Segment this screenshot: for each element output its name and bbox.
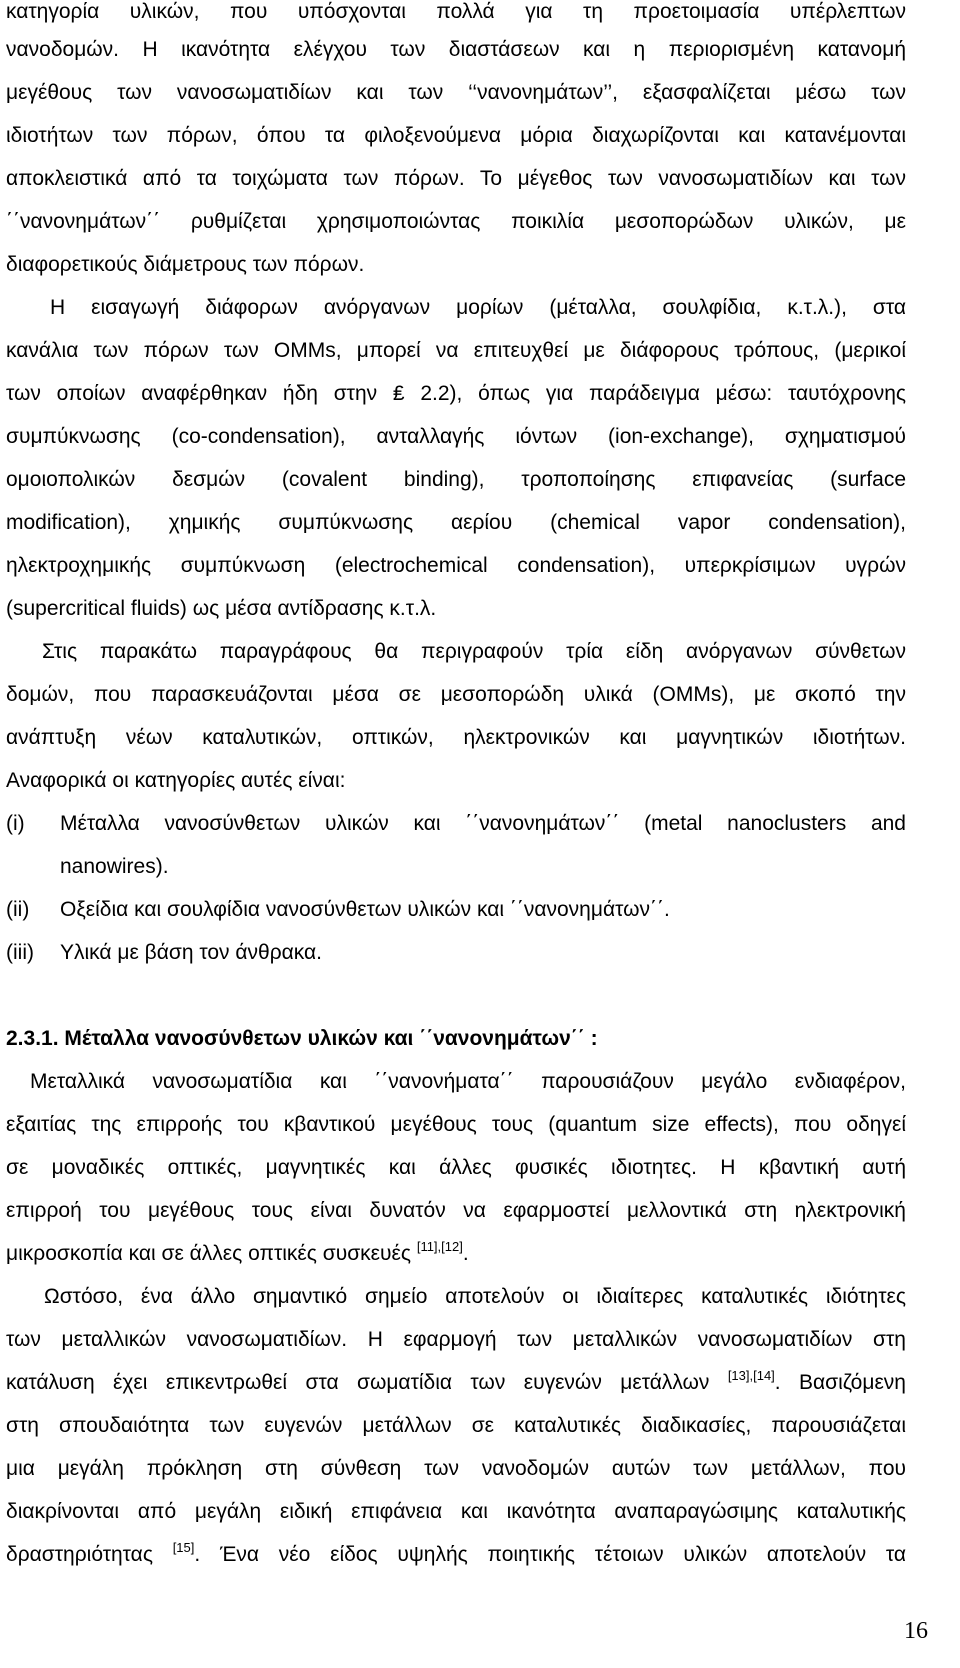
text-line: των οποίων αναφέρθηκαν ήδη στην ₤ 2.2), όπως για παράδειγμα μέσω: ταυτόχρονης [6,382,906,405]
list-item-text: nanowires). [60,855,169,878]
line-text: μικροσκοπία και σε άλλες οπτικές συσκευές [6,1242,417,1265]
citation-reference: [11],[12] [416,1239,463,1254]
text-line: ιδιοτήτων των πόρων, όπου τα φιλοξενούμενα μόρια διαχωρίζονται και κατανέμονται [6,124,906,147]
citation-reference: [15] [172,1540,195,1555]
text-line: Αναφορικά οι κατηγορίες αυτές είναι: [6,769,346,792]
text-line [6,1540,906,1567]
text-line: διακρίνονται από μεγάλη ειδική επιφάνεια και ικανότητα αναπαραγώσιμης καταλυτικής [6,1500,906,1523]
section-heading: 2.3.1. Μέταλλα νανοσύνθετων υλικών και ΄΄νανονημάτων΄΄ : [6,1027,598,1050]
citation-reference: [13],[14] [727,1368,775,1383]
text-line: ομοιοπολικών δεσμών (covalent binding), τροποποίησης επιφανείας (surface [6,468,906,491]
text-line: των μεταλλικών νανοσωματιδίων. Η εφαρμογή των μεταλλικών νανοσωματιδίων στη [6,1328,906,1351]
text-line: Μεταλλικά νανοσωματίδια και ΄΄νανονήματα΄΄ παρουσιάζουν μεγάλο ενδιαφέρον, [30,1070,906,1093]
text-line: στη σπουδαιότητα των ευγενών μετάλλων σε καταλυτικές διαδικασίες, παρουσιάζεται [6,1414,906,1437]
line-end: . Βασιζόμενη [774,1371,906,1394]
text-line: modification), χημικής συμπύκνωσης αερίου (chemical vapor condensation), [6,511,906,534]
list-item-text: Οξείδια και σουλφίδια νανοσύνθετων υλικών και ΄΄νανονημάτων΄΄. [60,898,670,921]
text-line: σε μοναδικές οπτικές, μαγνητικές και άλλες φυσικές ιδιοτητες. Η κβαντική αυτή [6,1156,906,1179]
text-line: δομών, που παρασκευάζονται μέσα σε μεσοπορώδη υλικά (OMMs), με σκοπό την [6,683,906,706]
list-item-text: Μέταλλα νανοσύνθετων υλικών και ΄΄νανονημάτων΄΄ (metal nanoclusters and [60,812,906,835]
text-line: εξαιτίας της επιρροής του κβαντικού μεγέθους τους (quantum size effects), που οδηγεί [6,1113,906,1136]
text-line: Στις παρακάτω παραγράφους θα περιγραφούν τρία είδη ανόργανων σύνθετων [42,640,906,663]
text-line: κανάλια των πόρων των OMMs, μπορεί να επιτευχθεί με διάφορους τρόπους, (μερικοί [6,339,906,362]
text-line: ΄΄νανονημάτων΄΄ ρυθμίζεται χρησιμοποιώντας ποικιλία μεσοπορώδων υλικών, με [6,210,906,233]
line-end: . [462,1242,469,1265]
text-line [6,1368,906,1395]
text-line: μεγέθους των νανοσωματιδίων και των ‘‘νανονημάτων’’, εξασφαλίζεται μέσω των [6,81,906,104]
text-line: (supercritical fluids) ως μέσα αντίδρασης κ.τ.λ. [6,597,437,620]
page-number: 16 [904,1618,928,1644]
text-line: συμπύκνωσης (co-condensation), ανταλλαγής ιόντων (ion-exchange), σχηματισμού [6,425,906,448]
text-line: ανάπτυξη νέων καταλυτικών, οπτικών, ηλεκτρονικών και μαγνητικών ιδιοτήτων. [6,726,906,749]
line-end: . Ένα νέο είδος υψηλής ποιητικής τέτοιων υλικών αποτελούν τα [194,1543,906,1566]
text-line: Ωστόσο, ένα άλλο σημαντικό σημείο αποτελούν οι ιδιαίτερες καταλυτικές ιδιότητες [44,1285,906,1308]
text-line: διαφορετικούς διάμετρους των πόρων. [6,253,365,276]
text-line: επιρροή του μεγέθους τους είναι δυνατόν να εφαρμοστεί μελλοντικά στη ηλεκτρονική [6,1199,906,1222]
text-line: Η εισαγωγή διάφορων ανόργανων μορίων (μέταλλα, σουλφίδια, κ.τ.λ.), στα [50,296,906,319]
list-item-text: Υλικά με βάση τον άνθρακα. [60,941,323,964]
list-item-number: (iii) [6,941,34,964]
list-item-number: (i) [6,812,25,835]
text-line: μια μεγάλη πρόκληση στη σύνθεση των νανοδομών αυτών των μετάλλων, που [6,1457,906,1480]
line-text: κατάλυση έχει επικεντρωθεί στα σωματίδια των ευγενών μετάλλων [6,1371,728,1394]
text-line: αποκλειστικά από τα τοιχώματα των πόρων. Το μέγεθος των νανοσωματιδίων και των [6,167,906,190]
text-line: νανοδομών. Η ικανότητα ελέγχου των διαστάσεων και η περιορισμένη κατανομή [6,38,906,61]
list-item-number: (ii) [6,898,30,921]
text-line [6,1239,906,1266]
text-line: κατηγορία υλικών, που υπόσχονται πολλά για τη προετοιμασία υπέρλεπτων [6,0,906,23]
line-text: δραστηριότητας [6,1543,173,1566]
text-line: ηλεκτροχημικής συμπύκνωση (electrochemical condensation), υπερκρίσιμων υγρών [6,554,906,577]
